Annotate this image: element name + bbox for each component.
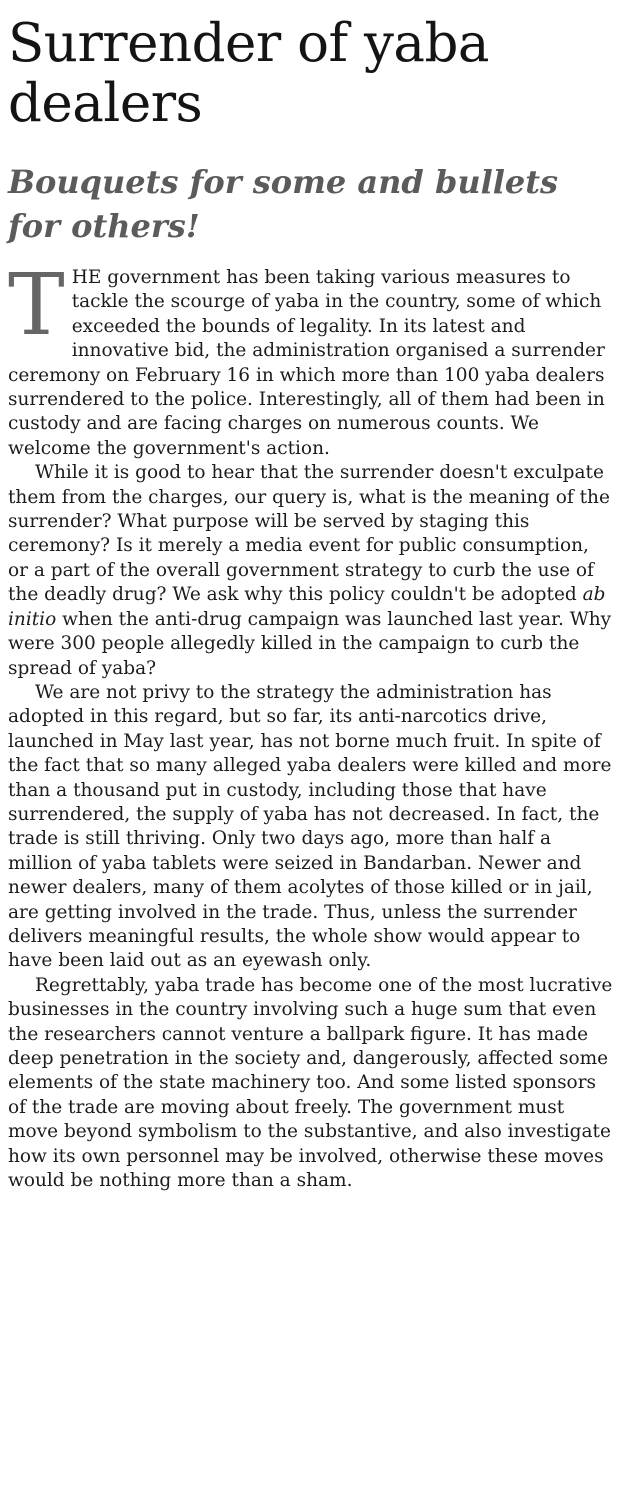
- article-body: [8, 256, 614, 1193]
- paragraph-4: Regrettably, yaba trade has become one of the most lucrative businesses in the country involving such a huge sum that even the researchers cannot venture a ballpark figure. It has made deep penetration in the society and, dangerously, affected some elements of the state machinery too. And some listed sponsors of the trade are moving about freely. The government must move beyond symbolism to the substantive, and also investigate how its own personnel may be involved, otherwise these moves would be nothing more than a sham.: [8, 974, 613, 1192]
- italic-phrase: ab initio: [8, 584, 606, 630]
- drop-cap: T: [8, 256, 65, 355]
- paragraph-2: [8, 461, 614, 681]
- editorial-article: [8, 0, 614, 1193]
- paragraph-2-text-start: While it is good to hear that the surrender doesn't exculpate them from the charges, our query is, what is the meaning of the surrender? What purpose will be served by staging this ceremony? Is it merely a media event for public consumption, or a part of the overall government strategy to curb the use of the deadly drug? We ask why this policy couldn't be adopted: [8, 462, 610, 606]
- paragraph-1-text: HE government has been taking various measures to tackle the scourge of yaba in the country, some of which exceeded the bounds of legality. In its latest and innovative bid, the administration organised a surrender ceremony on February 16 in which more than 100 yaba dealers surrendered to the police. Interestingly, all of them had been in custody and are facing charges on numerous counts. We welcome the government's action.: [8, 267, 605, 459]
- paragraph-2-text-end: when the anti-drug campaign was launched last year. Why were 300 people allegedly killed in the campaign to curb the spread of yaba?: [8, 608, 612, 679]
- headline: Surrender of yaba dealers: [8, 13, 490, 134]
- subheadline: Bouquets for some and bullets for others!: [8, 163, 559, 245]
- paragraph-3: We are not privy to the strategy the administration has adopted in this regard, but so far, its anti-narcotics drive, launched in May last year, has not borne much fruit. In spite of the fact that so many alleged yaba dealers were killed and more than a thousand put in custody, including those that have surrendered, the supply of yaba has not decreased. In fact, the trade is still thriving. Only two days ago, more than half a million of yaba tablets were seized in Bandarban. Newer and newer dealers, many of them acolytes of those killed or in jail, are getting involved in the trade. Thus, unless the surrender delivers meaningful results, the whole show would appear to have been laid out as an eyewash only.: [8, 681, 612, 972]
- paragraph-1: [8, 256, 614, 461]
